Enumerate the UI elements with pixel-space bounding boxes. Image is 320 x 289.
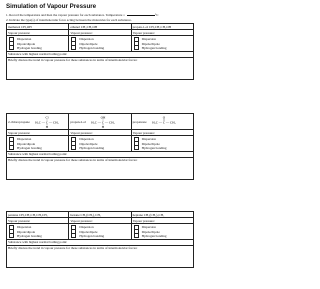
hydrogen-bonding-checkbox[interactable] [9,145,14,150]
instruction-step-2: 2. Indicate the type(s) of intermolecular force acting between the molecules for each substance. [6,18,132,22]
option-label: Dispersion [79,225,94,230]
structure-formula: H₃C — C — CH₃ [151,119,176,124]
substance-header [69,114,131,130]
option-label: Hydrogen bonding [79,45,105,50]
hydrogen-bonding-checkbox[interactable] [71,233,76,238]
option-label: Dispersion [17,225,32,230]
force-options [69,36,131,50]
force-options [7,224,69,238]
substance-header: methanol CH₃OH [7,24,69,30]
substance-name: 2-chloropropane [8,119,30,124]
vapour-pressure-field[interactable]: Vapour pressure: [132,130,193,136]
substance-header [132,114,193,130]
force-options [69,224,131,238]
substance-header: ethanol CH₃CH₂OH [69,24,131,30]
option-label: Dipole/dipole [17,41,36,46]
option-label: Dipole/dipole [79,229,98,234]
option-label: Hydrogen bonding [17,233,42,238]
force-options [7,36,69,50]
option-label: Hydrogen bonding [141,145,167,150]
temperature-unit: °C [155,13,159,17]
option-label: Dipole/dipole [141,141,160,146]
substance-name: propan-2-ol [70,119,86,124]
structure-top-group: Cl [45,115,49,120]
option-label: Dipole/dipole [17,229,36,234]
force-options [132,224,193,238]
trend-discussion-field[interactable]: Briefly discuss the trend in vapour pressure for these substances in terms of intermolecular forces: [7,57,193,79]
structure-diagram [34,115,60,129]
option-label: Dispersion [141,37,156,42]
vapour-pressure-field[interactable]: Vapour pressure: [69,218,131,224]
structure-bottom-group: H [45,124,48,129]
vapour-pressure-field[interactable]: Vapour pressure: [7,130,69,136]
structure-top-group: OH [100,115,106,120]
vapour-pressure-field[interactable]: Vapour pressure: [69,30,131,36]
option-label: Dispersion [17,37,32,42]
option-label: Hydrogen bonding [79,233,105,238]
hydrogen-bonding-checkbox[interactable] [9,233,14,238]
hydrogen-bonding-checkbox[interactable] [134,45,139,50]
section-alcohols [6,23,194,80]
option-label: Hydrogen bonding [79,145,105,150]
option-label: Dispersion [141,137,156,142]
option-label: Dipole/dipole [17,141,36,146]
highest-bp-field[interactable]: Substance with highest normal boiling point: [7,51,193,57]
option-label: Dipole/dipole [141,229,160,234]
vapour-pressure-field[interactable]: Vapour pressure: [132,218,193,224]
highest-bp-field[interactable]: Substance with highest normal boiling point: [7,151,193,157]
option-label: Dispersion [141,225,156,230]
section-polar [6,113,194,180]
option-label: Dipole/dipole [79,141,98,146]
force-options [132,36,193,50]
option-label: Dispersion [79,37,94,42]
vapour-pressure-field[interactable]: Vapour pressure: [7,218,69,224]
hydrogen-bonding-checkbox[interactable] [134,233,139,238]
option-label: Dipole/dipole [141,41,160,46]
substance-name: propanone [132,119,147,124]
substance-header [7,114,69,130]
force-options [7,136,69,150]
structure-diagram [90,115,116,129]
substance-header: hexane CH₃(CH₂)₄CH₃ [69,212,131,218]
hydrogen-bonding-checkbox[interactable] [71,45,76,50]
substance-header: pentane CH₃CH₂CH₂CH₂CH₃ [7,212,69,218]
structure-formula: H₃C — C — CH₃ [91,119,115,124]
substance-header: heptane CH₃(CH₂)₅CH₃ [132,212,193,218]
highest-bp-field[interactable]: Substance with highest normal boiling point: [7,239,193,245]
section-alkanes [6,211,194,268]
force-options [132,136,193,150]
structure-top-group: O [162,115,165,120]
hydrogen-bonding-checkbox[interactable] [9,45,14,50]
vapour-pressure-field[interactable]: Vapour pressure: [132,30,193,36]
option-label: Hydrogen bonding [17,45,42,50]
trend-discussion-field[interactable]: Briefly discuss the trend in vapour pressure for these substances in terms of intermolecular forces: [7,157,193,179]
structure-bottom-group: H [101,124,105,129]
structure-formula: H₃C — C — CH₃ [35,119,59,124]
instruction-step-1-text: 1. Record the temperature and then the vapour pressure for each substance. Temperature = [6,13,126,17]
worksheet-title: Simulation of Vapour Pressure [6,3,97,10]
force-options [69,136,131,150]
instruction-step-1 [6,13,159,17]
substance-header: propan-1-ol CH₃CH₂CH₂OH [132,24,193,30]
option-label: Dispersion [17,137,32,142]
vapour-pressure-field[interactable]: Vapour pressure: [7,30,69,36]
option-label: Dipole/dipole [79,41,98,46]
option-label: Hydrogen bonding [17,145,42,150]
vapour-pressure-field[interactable]: Vapour pressure: [69,130,131,136]
option-label: Hydrogen bonding [141,233,167,238]
trend-discussion-field[interactable]: Briefly discuss the trend in vapour pressure for these substances in terms of intermolecular forces: [7,245,193,267]
hydrogen-bonding-checkbox[interactable] [71,145,76,150]
option-label: Dispersion [79,137,94,142]
hydrogen-bonding-checkbox[interactable] [134,145,139,150]
temperature-blank[interactable] [127,15,155,16]
structure-diagram [151,115,177,129]
option-label: Hydrogen bonding [141,45,167,50]
